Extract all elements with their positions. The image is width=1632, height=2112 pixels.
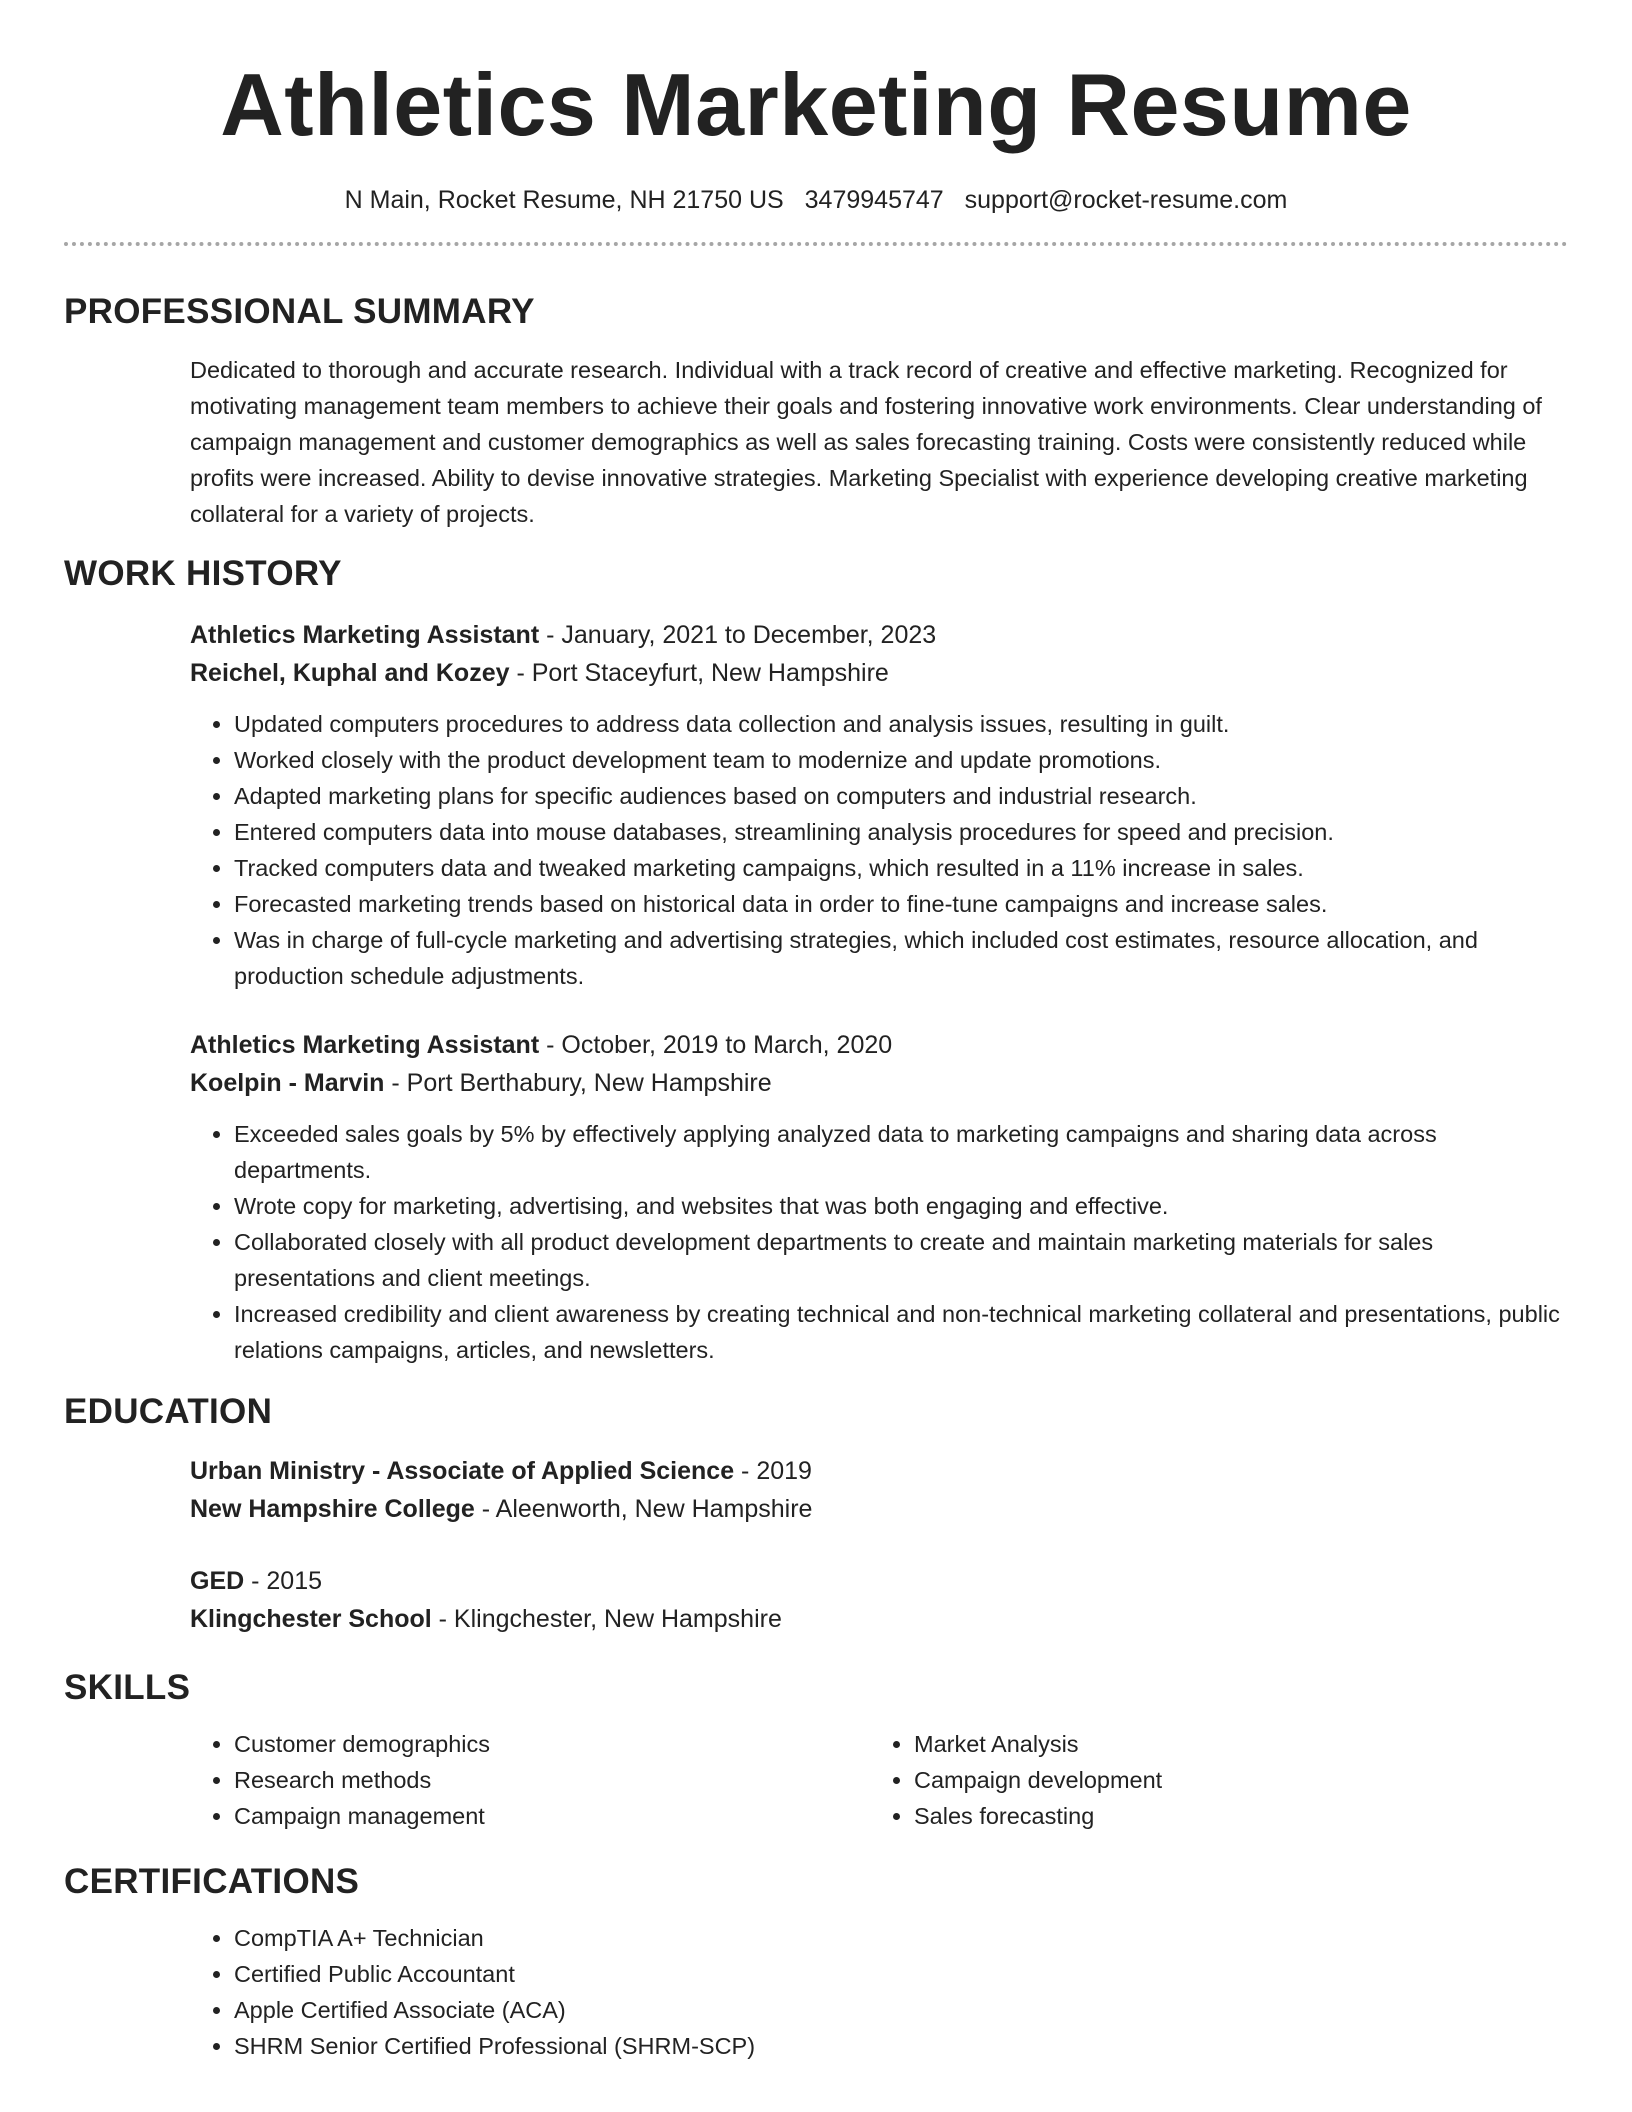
education-degree-line <box>190 1562 1568 1600</box>
contact-phone: 3479945747 <box>804 186 944 214</box>
job-bullet: • Increased credibility and client awareness by creating technical and non-technical marketing collateral and presentations, public relations campaigns, articles, and newsletters. <box>234 1296 1568 1368</box>
education-location: - Klingchester, New Hampshire <box>431 1605 782 1633</box>
job-title-line <box>190 616 1568 654</box>
education-degree: GED <box>190 1567 245 1595</box>
summary-text: Dedicated to thorough and accurate research. Individual with a track record of creative and effective marketing. Recognized for motivating management team members to achieve their goals and fostering innovative work environments. Clear understanding of campaign management and customer demographics as well as sales forecasting training. Costs were consistently reduced while profits were increased. Ability to devise innovative strategies. Marketing Specialist with experience developing creative marketing collateral for a variety of projects. <box>190 357 1542 527</box>
skills-column-right <box>870 1726 1550 1834</box>
job-title-line <box>190 1026 1568 1064</box>
job-entry <box>190 1026 1568 1368</box>
skills-block <box>190 1726 1568 1834</box>
education-year: - 2015 <box>244 1567 323 1595</box>
job-company: Reichel, Kuphal and Kozey <box>190 659 510 687</box>
skills-column-left <box>190 1726 870 1834</box>
certification-item: • CompTIA A+ Technician <box>234 1920 1568 1956</box>
job-bullet: • Adapted marketing plans for specific audiences based on computers and industrial research. <box>234 778 1568 814</box>
job-company: Koelpin - Marvin <box>190 1069 385 1097</box>
skill-item: • Customer demographics <box>234 1726 870 1762</box>
skill-item: • Campaign development <box>914 1762 1550 1798</box>
skills-list-right <box>870 1726 1550 1834</box>
resume-page <box>64 0 1568 2064</box>
job-bullet: • Forecasted marketing trends based on historical data in order to fine-tune campaigns and increase sales. <box>234 886 1568 922</box>
header-divider <box>64 242 1568 246</box>
job-bullets <box>190 706 1568 994</box>
job-title: Athletics Marketing Assistant <box>190 621 540 649</box>
job-bullets <box>190 1116 1568 1368</box>
skill-item: • Market Analysis <box>914 1726 1550 1762</box>
education-school-line <box>190 1600 1568 1638</box>
education-entry <box>190 1562 1568 1638</box>
job-dates: - October, 2019 to March, 2020 <box>539 1031 893 1059</box>
contact-line <box>64 184 1568 216</box>
certifications-block <box>190 1920 1568 2064</box>
job-bullet: • Worked closely with the product development team to modernize and update promotions. <box>234 742 1568 778</box>
job-location: - Port Staceyfurt, New Hampshire <box>509 659 889 687</box>
job-bullet: • Was in charge of full-cycle marketing and advertising strategies, which included cost estimates, resource allocation, and production schedule adjustments. <box>234 922 1568 994</box>
skill-item: • Sales forecasting <box>914 1798 1550 1834</box>
job-title: Athletics Marketing Assistant <box>190 1031 540 1059</box>
job-company-line <box>190 654 1568 692</box>
education-school: Klingchester School <box>190 1605 432 1633</box>
job-bullet: • Updated computers procedures to address data collection and analysis issues, resulting in guilt. <box>234 706 1568 742</box>
education-year: - 2019 <box>734 1457 812 1485</box>
job-bullet: • Exceeded sales goals by 5% by effectively applying analyzed data to marketing campaigns and sharing data across departments. <box>234 1116 1568 1188</box>
job-dates: - January, 2021 to December, 2023 <box>539 621 937 649</box>
certification-item: • Apple Certified Associate (ACA) <box>234 1992 1568 2028</box>
section-title-work: WORK HISTORY <box>64 554 342 593</box>
education-school: New Hampshire College <box>190 1495 475 1523</box>
certification-item: • SHRM Senior Certified Professional (SHRM-SCP) <box>234 2028 1568 2064</box>
job-bullet: • Tracked computers data and tweaked marketing campaigns, which resulted in a 11% increase in sales. <box>234 850 1568 886</box>
work-block <box>190 616 1568 1368</box>
job-entry <box>190 616 1568 994</box>
education-location: - Aleenworth, New Hampshire <box>474 1495 813 1523</box>
contact-email: support@rocket-resume.com <box>964 186 1288 214</box>
skill-item: • Research methods <box>234 1762 870 1798</box>
job-company-line <box>190 1064 1568 1102</box>
section-title-certifications: CERTIFICATIONS <box>64 1862 360 1901</box>
certifications-list <box>190 1920 1568 2064</box>
job-bullet: • Collaborated closely with all product development departments to create and maintain marketing materials for sales presentations and client meetings. <box>234 1224 1568 1296</box>
job-bullet: • Wrote copy for marketing, advertising, and websites that was both engaging and effective. <box>234 1188 1568 1224</box>
education-entry <box>190 1452 1568 1528</box>
summary-block <box>190 352 1568 532</box>
skill-item: • Campaign management <box>234 1798 870 1834</box>
job-location: - Port Berthabury, New Hampshire <box>384 1069 772 1097</box>
skills-list-left <box>190 1726 870 1834</box>
job-bullet: • Entered computers data into mouse databases, streamlining analysis procedures for speed and precision. <box>234 814 1568 850</box>
resume-title: Athletics Marketing Resume <box>220 55 1412 154</box>
education-school-line <box>190 1490 1568 1528</box>
education-degree-line <box>190 1452 1568 1490</box>
certification-item: • Certified Public Accountant <box>234 1956 1568 1992</box>
section-title-skills: SKILLS <box>64 1668 191 1707</box>
section-title-education: EDUCATION <box>64 1392 273 1431</box>
education-degree: Urban Ministry - Associate of Applied Science <box>190 1457 735 1485</box>
section-title-summary: PROFESSIONAL SUMMARY <box>64 292 535 331</box>
education-block <box>190 1452 1568 1638</box>
contact-address: N Main, Rocket Resume, NH 21750 US <box>344 186 784 214</box>
